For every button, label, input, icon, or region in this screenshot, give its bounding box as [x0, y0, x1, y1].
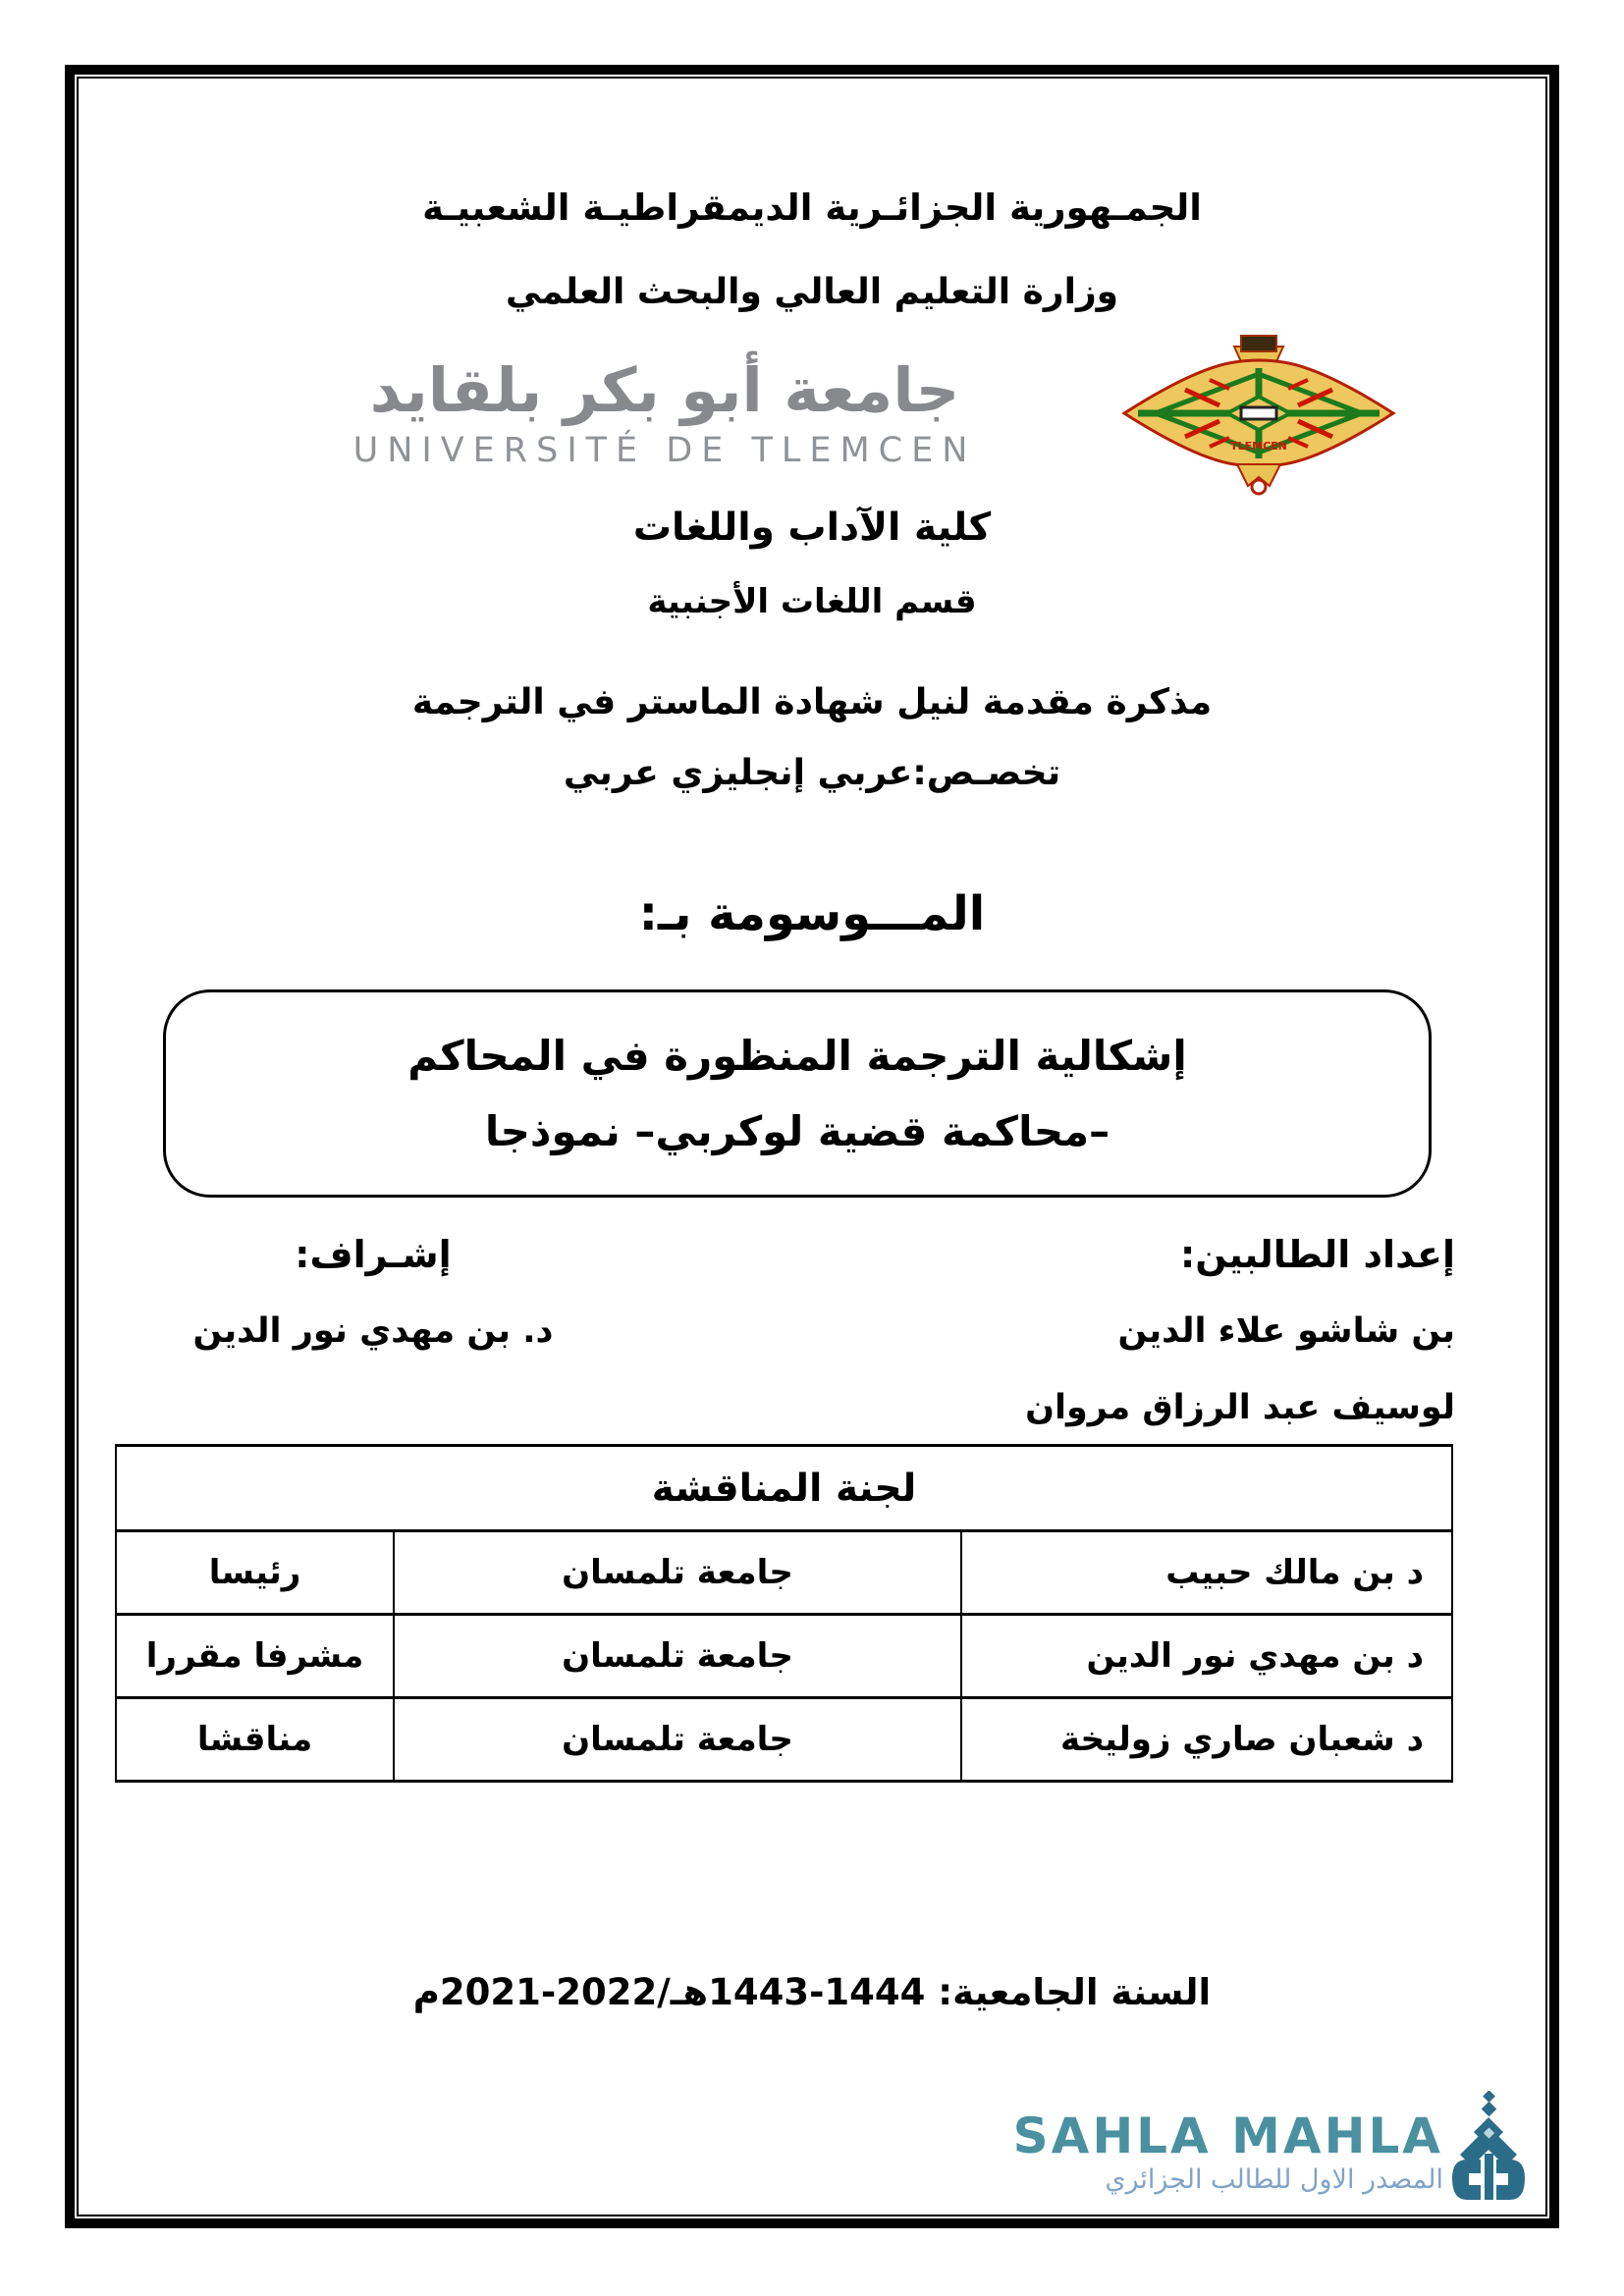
member-role-cell: مناقشا [116, 1698, 394, 1782]
member-name-cell: د بن مالك حبيب [961, 1531, 1452, 1615]
university-logo-text [223, 356, 1107, 470]
thesis-title-line1: إشكالية الترجمة المنظورة في المحاكم [407, 1032, 1187, 1080]
member-name-cell: د شعبان صاري زوليخة [961, 1698, 1452, 1782]
committee-title: لجنة المناقشة [116, 1446, 1452, 1531]
university-french-name: UNIVERSITÉ DE TLEMCEN [352, 431, 977, 470]
watermark-text [1013, 2110, 1443, 2205]
supervision-label: إشـراف: [295, 1233, 452, 1276]
watermark-tagline: المصدر الاول للطالب الجزائري [1105, 2164, 1443, 2195]
ministry-line: وزارة التعليم العالي والبحث العلمي [505, 272, 1119, 312]
page-content [79, 79, 1545, 2215]
member-university-cell: جامعة تلمسان [394, 1615, 961, 1698]
page-border-frame [65, 65, 1559, 2228]
member-role-cell: مشرفا مقررا [116, 1615, 394, 1698]
academic-year-line: السنة الجامعية: 1444-1443هـ/2022-2021م [412, 1971, 1212, 2013]
table-row [116, 1531, 1452, 1615]
member-university-cell: جامعة تلمسان [394, 1698, 961, 1782]
supervision-section [167, 1225, 579, 1361]
svg-text:TLEMCEN: TLEMCEN [1230, 440, 1287, 453]
committee-header-row [116, 1446, 1452, 1531]
student-name-2: لوسيف عبد الرزاق مروان [1025, 1388, 1455, 1427]
member-university-cell: جامعة تلمسان [394, 1531, 961, 1615]
university-logo [79, 326, 1545, 501]
page-border-inner-line [77, 77, 1547, 2216]
department-line: قسم اللغات الأجنبية [647, 582, 977, 621]
sahla-mahla-logo-icon [1447, 2091, 1530, 2205]
entitled-label: المـــوسومة بـ: [638, 886, 986, 941]
thesis-title-box [163, 989, 1432, 1198]
table-row [116, 1615, 1452, 1698]
specialty-line: تخصـص:عربي إنجليزي عربي [563, 753, 1061, 793]
student-name-1: بن شاشو علاء الدين [1117, 1311, 1455, 1351]
watermark-brand: SAHLA MAHLA [1012, 2108, 1443, 2164]
member-name-cell: د بن مهدي نور الدين [961, 1615, 1452, 1698]
faculty-line: كلية الآداب واللغات [632, 506, 992, 550]
table-row [116, 1698, 1452, 1782]
university-arabic-name: جامعة أبو بكر بلقايد [369, 354, 960, 426]
authors-section [1025, 1225, 1455, 1437]
supervisor-name: د. بن مهدي نور الدين [192, 1311, 554, 1351]
thesis-intro-line: مذكرة مقدمة لنيل شهادة الماستر في الترجمة [411, 682, 1213, 722]
committee-table [115, 1444, 1453, 1783]
sahla-mahla-watermark [1013, 2091, 1530, 2205]
authors-label: إعداد الطالبين: [1180, 1233, 1455, 1276]
university-emblem-icon [1116, 329, 1401, 498]
republic-line: الجمـهورية الجزائـرية الديمقراطيـة الشعبيـة [422, 187, 1202, 229]
member-role-cell: رئيسا [116, 1531, 394, 1615]
thesis-title-line2: –محاكمة قضية لوكربي– نموذجا [484, 1107, 1110, 1155]
